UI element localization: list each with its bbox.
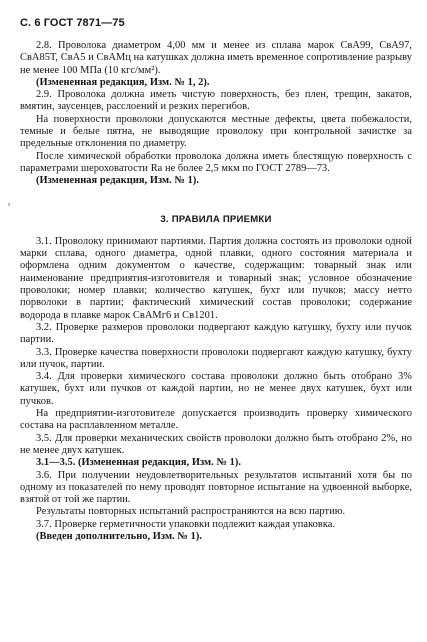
- paragraph-3-3: 3.3. Проверке качества поверхности проволоки подвергают каждую катушку, бухту или пучок, партии.: [20, 346, 412, 370]
- paragraph-manufacturer-check: На предприятии-изготовителе допускается производить проверку химического состава на расплавленном металле.: [20, 408, 412, 432]
- paragraph-3-7: 3.7. Проверке герметичности упаковки подлежит каждая упаковка.: [36, 518, 336, 530]
- amendment-note: (Измененная редакция, Изм. № 1).: [36, 175, 200, 187]
- paragraph-3-6: 3.6. При получении неудовлетворительных результатов испытаний хотя бы по одному из показателей по нему проводят повторное испытание на удвоенной выборке, взятой от той же партии.: [20, 469, 412, 506]
- amendment-note: (Измененная редакция, Изм. № 1, 2).: [36, 76, 210, 88]
- paragraph-3-5: 3.5. Для проверки механических свойств проволоки должно быть отобрано 2%, но не менее двух катушек.: [20, 432, 412, 456]
- paragraph-2-8: 2.8. Проволока диаметром 4,00 мм и менее из сплава марок СвА99, СвА97, СвА85Т, СвА5 и СвАМц на катушках должна иметь временное сопротивление разрыву не менее 100 МПа (10 кгс/мм²).: [20, 40, 412, 76]
- section-title: 3. ПРАВИЛА ПРИЕМКИ: [160, 213, 272, 225]
- page-header: С. 6 ГОСТ 7871—75: [20, 17, 125, 29]
- margin-mark: ‘: [8, 202, 11, 213]
- paragraph-3-4: 3.4. Для проверки химического состава проволоки должно быть отобрано 3% катушек, бухт или пучков от каждой партии, но не менее двух катушек, бухт или пучков.: [20, 371, 412, 407]
- paragraph-3-2: 3.2. Проверке размеров проволоки подвергают каждую катушку, бухту или пучок партии.: [20, 321, 412, 346]
- amendment-note: (Введен дополнительно, Изм. № 1).: [36, 530, 202, 542]
- paragraph-3-1: 3.1. Проволоку принимают партиями. Партия должна состоять из проволоки одной марки сплава, одного диаметра, одной плавки, одного состояния материала и оформлена одним документом о качестве, содержащим: товарный знак или наименование предприятия-изготовителя и товарный знак; условное обозначение проволоки; номер плавки; количество катушек, бухт или пучков; массу нетто порволоки в партии; фактический химический состав проволоки; содержание водорода в плавке марок СвАМг6 и Св1201.: [20, 235, 412, 321]
- paragraph-retest: Результаты повторных испытаний распространяются на всю партию.: [36, 506, 346, 518]
- paragraph-2-9: 2.9. Проволока должна иметь чистую поверхность, без плен, трещин, закатов, вмятин, заусенцев, расслоений и резких перегибов.: [20, 89, 412, 113]
- document-body: [20, 40, 412, 543]
- paragraph-defects: На поверхности проволоки допускаются местные дефекты, цвета побежалости, темные и белые пятна, не выводящие проволоку при контрольной зачистке за предельные отклонения по диаметру.: [20, 113, 412, 150]
- amendment-note: 3.1—3.5. (Измененная редакция, Изм. № 1).: [36, 457, 242, 469]
- paragraph-chemical-treatment: После химической обработки проволока должна иметь блестящую поверхность с параметрами шероховатости Ra не более 2,5 мкм по ГОСТ 2789—73.: [20, 150, 412, 174]
